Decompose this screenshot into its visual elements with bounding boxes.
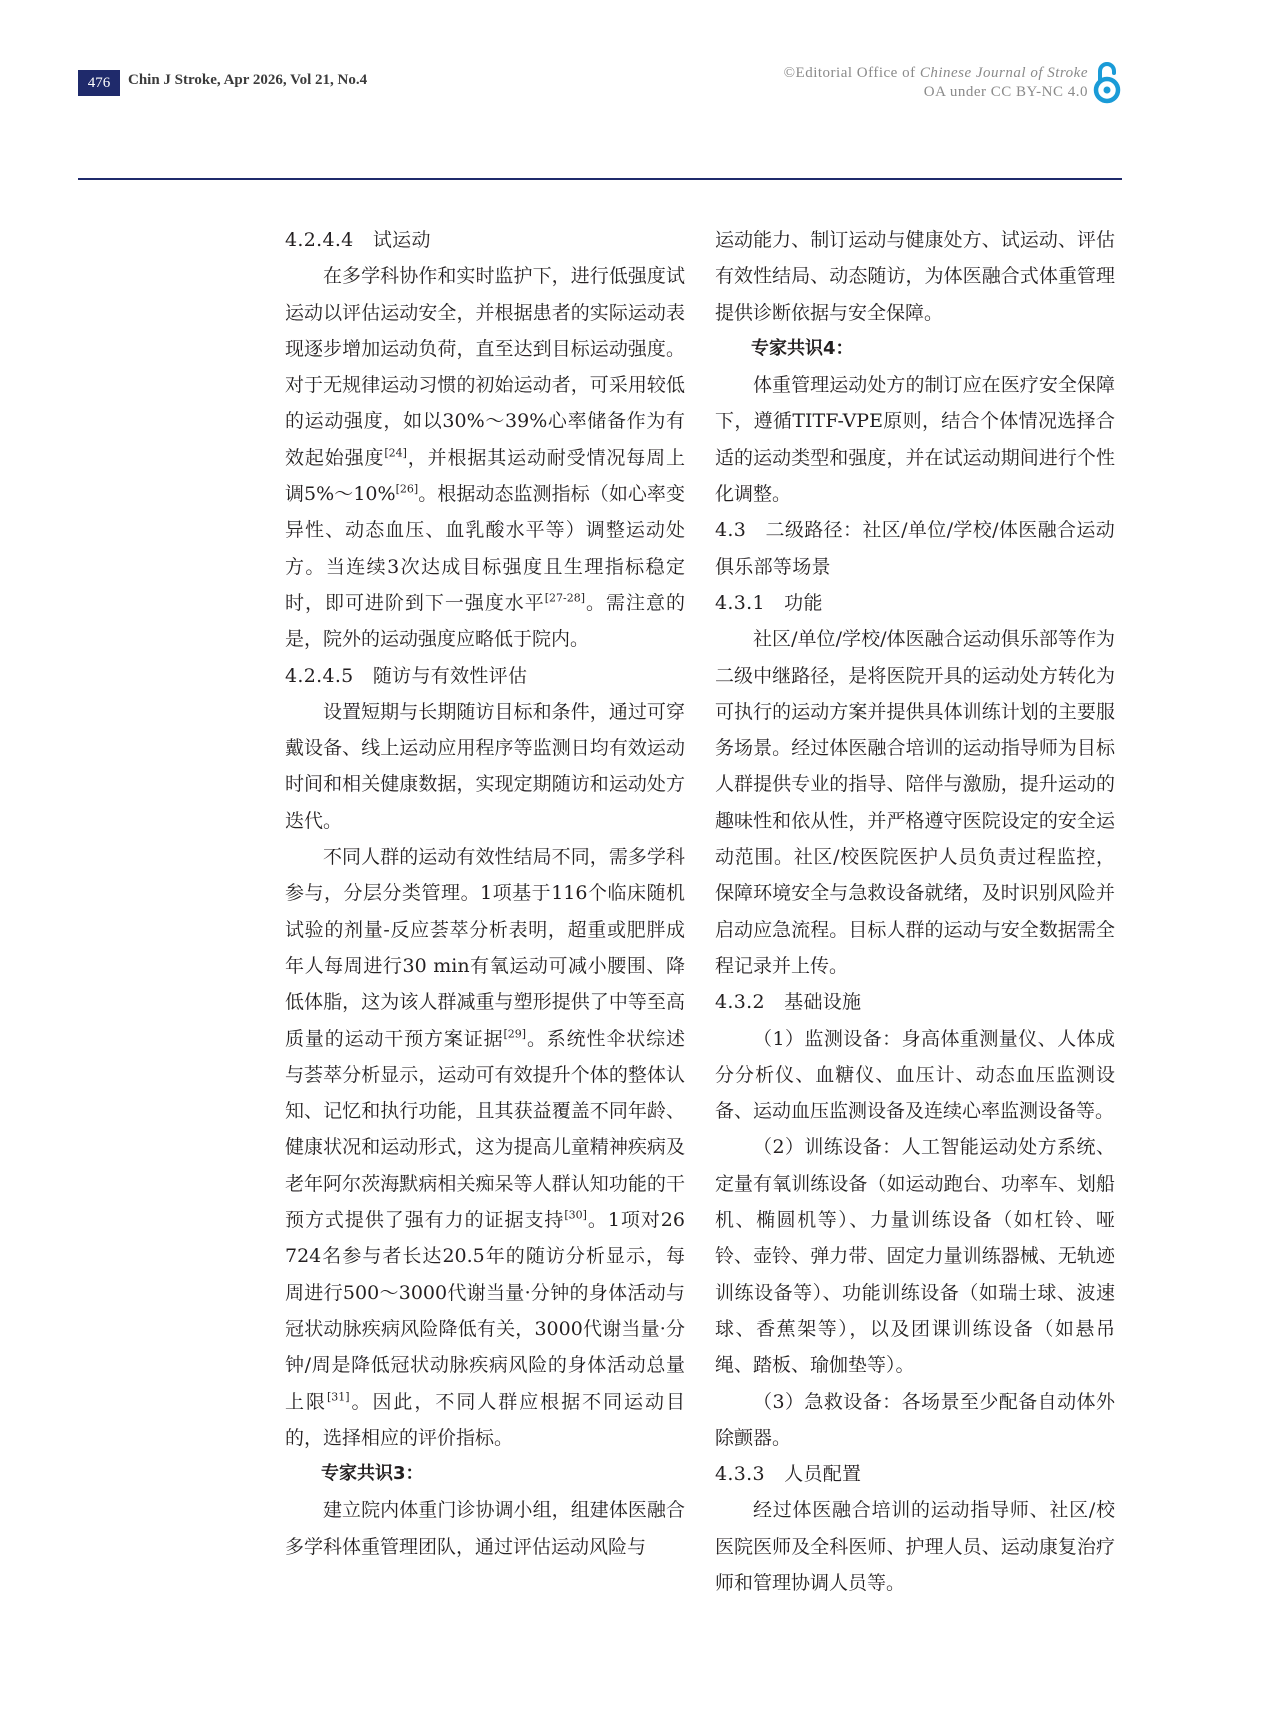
paragraph-consensus-3-cont: 运动能力、制订运动与健康处方、试运动、评估有效性结局、动态随访，为体医融合式体重管理提供诊断依据与安全保障。 — [715, 229, 1115, 324]
right-column — [715, 222, 1115, 1601]
page-header — [0, 0, 1276, 120]
section-heading-4-3: 4.3 二级路径：社区/单位/学校/体医融合运动俱乐部等场景 — [715, 519, 1115, 578]
citation-31: [31] — [326, 1390, 350, 1404]
copyright-journal: Chinese Journal of Stroke — [919, 65, 1088, 81]
paragraph-function: 社区/单位/学校/体医融合运动俱乐部等作为二级中继路径，是将医院开具的运动处方转化为可执行的运动方案并提供具体训练计划的主要服务场景。经过体医融合培训的运动指导师为目标人群提供专业的指导、陪伴与激励，提升运动的趣味性和依从性，并严格遵守医院设定的安全运动范围。社区/校医院医护人员负责过程监控，保障环境安全与急救设备就绪，及时识别风险并启动应急流程。目标人群的运动与安全数据需全程记录并上传。 — [715, 628, 1115, 977]
paragraph-monitoring-equipment: （1）监测设备：身高体重测量仪、人体成分分析仪、血糖仪、血压计、动态血压监测设备、运动血压监测设备及连续心率监测设备等。 — [715, 1027, 1115, 1123]
paragraph-emergency-equipment: （3）急救设备：各场景至少配备自动体外除颤器。 — [715, 1390, 1115, 1449]
section-heading-4-2-4-5: 4.2.4.5 随访与有效性评估 — [285, 664, 528, 687]
header-rule — [78, 178, 1122, 180]
citation-26: [26] — [395, 482, 419, 496]
journal-citation: Chin J Stroke, Apr 2026, Vol 21, No.4 — [128, 72, 368, 88]
section-heading-4-3-3: 4.3.3 人员配置 — [715, 1463, 862, 1486]
citation-24: [24] — [384, 446, 407, 460]
paragraph-effectiveness: 不同人群的运动有效性结局不同，需多学科参与，分层分类管理。1项基于116个临床随机试验的剂量-反应荟萃分析表明，超重或肥胖成年人每周进行30 min有氧运动可减小腰围、降低体脂，这为该人群减重与塑形提供了中等至高质量的运动干预方案证据[29]。系统性伞状综述与荟萃分析显示，运动可有效提升个体的整体认知、记忆和执行功能，且其获益覆盖不同年龄、健康状况和运动形式，这为提高儿童精神疾病及老年阿尔茨海默病相关痴呆等人群认知功能的干预方式提供了强有力的证据支持[30]。1项对26 724名参与者长达20.5年的随访分析显示，每周进行500～3000代谢当量·分钟的身体活动与冠状动脉疾病风险降低有关，3000代谢当量·分钟/周是降低冠状动脉疾病风险的身体活动总量上限[31]。因此，不同人群应根据不同运动目的，选择相应的评价指标。 — [285, 846, 685, 1449]
page-number: 476 — [78, 70, 120, 96]
section-heading-4-3-2: 4.3.2 基础设施 — [715, 991, 862, 1014]
expert-consensus-4-label: 专家共识4： — [751, 337, 854, 359]
copyright-notice — [784, 64, 1088, 102]
section-heading-4-2-4-4: 4.2.4.4 试运动 — [285, 229, 431, 251]
paragraph-consensus-4: 体重管理运动处方的制订应在医疗安全保障下，遵循TITF-VPE原则，结合个体情况选择合适的运动类型和强度，并在试运动期间进行个性化调整。 — [715, 374, 1115, 506]
citation-30: [30] — [564, 1208, 587, 1222]
expert-consensus-3-label: 专家共识3： — [321, 1463, 424, 1485]
citation-29: [29] — [503, 1027, 527, 1041]
paragraph-training-equipment: （2）训练设备：人工智能运动处方系统、定量有氧训练设备（如运动跑台、功率车、划船机、椭圆机等）、力量训练设备（如杠铃、哑铃、壶铃、弹力带、固定力量训练器械、无轨迹训练设备等）、功能训练设备（如瑞士球、波速球、香蕉架等），以及团课训练设备（如悬吊绳、踏板、瑜伽垫等）。 — [715, 1136, 1115, 1377]
section-heading-4-3-1: 4.3.1 功能 — [715, 591, 823, 614]
paragraph-trial-exercise: 在多学科协作和实时监护下，进行低强度试运动以评估运动安全，并根据患者的实际运动表现逐步增加运动负荷，直至达到目标运动强度。对于无规律运动习惯的初始运动者，可采用较低的运动强度，如以30%～39%心率储备作为有效起始强度[24]，并根据其运动耐受情况每周上调5%～10%[26]。根据动态监测指标（如心率变异性、动态血压、血乳酸水平等）调整运动处方。当连续3次达成目标强度且生理指标稳定时，即可进阶到下一强度水平[27-28]。需注意的是，院外的运动强度应略低于院内。 — [285, 265, 685, 651]
license-text: OA under CC BY-NC 4.0 — [923, 84, 1088, 100]
paragraph-consensus-3: 建立院内体重门诊协调小组，组建体医融合多学科体重管理团队，通过评估运动风险与 — [285, 1499, 685, 1558]
copyright-prefix: ©Editorial Office of — [783, 65, 920, 81]
paragraph-follow-up: 设置短期与长期随访目标和条件，通过可穿戴设备、线上运动应用程序等监测日均有效运动时间和相关健康数据，实现定期随访和运动处方迭代。 — [285, 700, 685, 832]
left-column — [285, 222, 685, 1565]
paragraph-staffing: 经过体医融合培训的运动指导师、社区/校医院医师及全科医师、护理人员、运动康复治疗师和管理协调人员等。 — [715, 1499, 1115, 1594]
citation-27-28: [27-28] — [544, 591, 586, 605]
open-access-lock-icon — [1092, 60, 1122, 104]
